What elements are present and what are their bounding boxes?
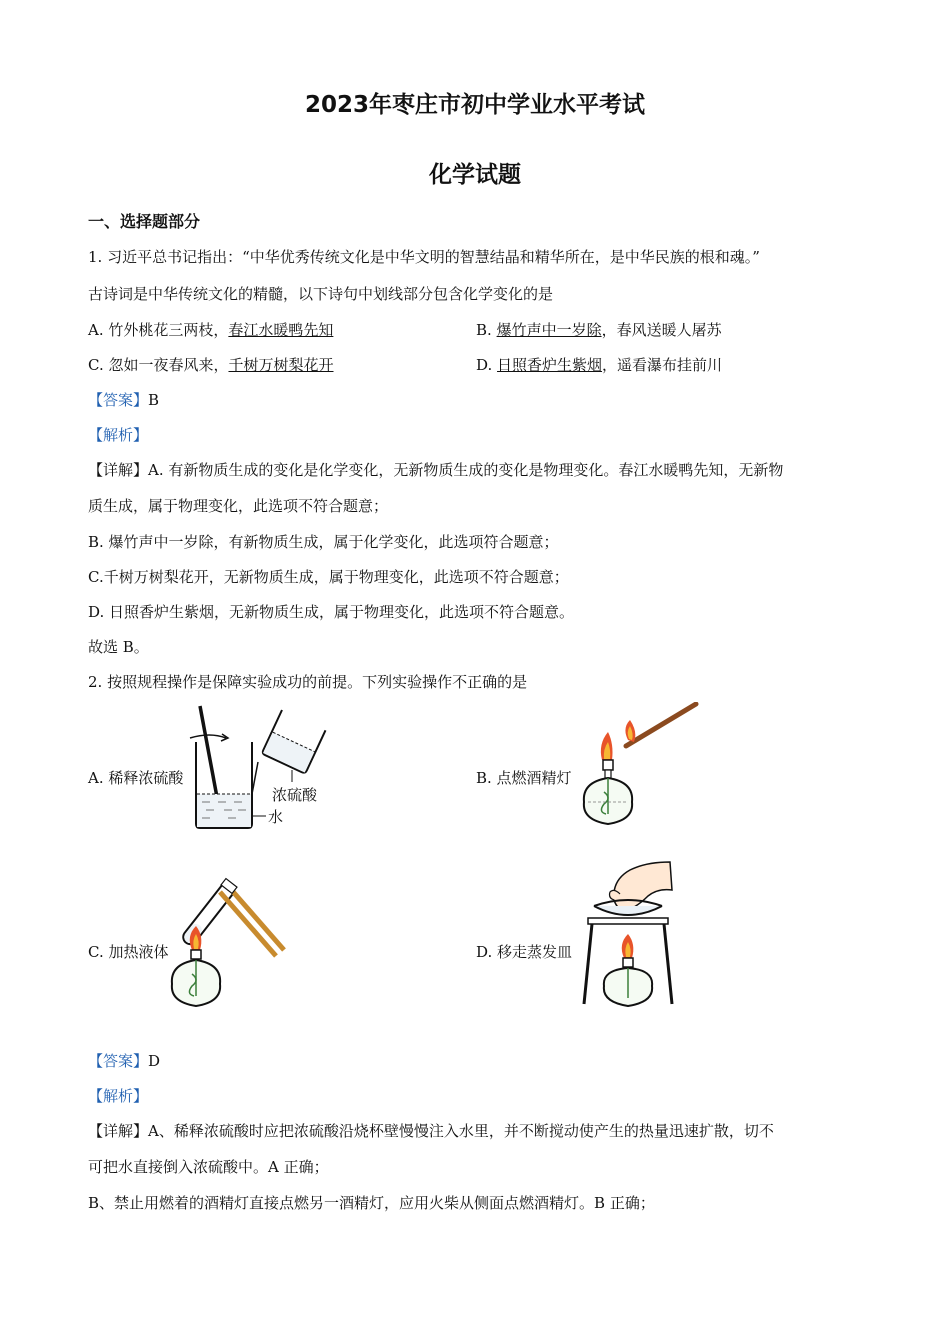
q1-option-a <box>88 320 333 340</box>
q1-detail-tag: 【详解】 <box>88 461 149 479</box>
q1-option-c <box>88 355 334 375</box>
q1-option-b-underlined: 爆竹声中一岁除 <box>496 321 602 339</box>
q1-detail-line5: D. 日照香炉生紫烟，无新物质生成，属于物理变化，此选项不符合题意。 <box>88 603 575 621</box>
q2-detail-tag: 【详解】 <box>88 1122 149 1140</box>
q1-detail-line3: B. 爆竹声中一岁除，有新物质生成，属于化学变化，此选项符合题意； <box>88 533 559 551</box>
tripod-leg <box>584 924 592 1004</box>
q1-option-c-text: C. 忽如一夜春风来， <box>88 356 229 374</box>
figure-heat-liquid <box>168 876 288 1010</box>
lit-lamp-handle <box>626 704 696 746</box>
q1-detail-line6: 故选 B。 <box>88 638 149 656</box>
q1-detail-line4: C.千树万树梨花开，无新物质生成，属于物理变化，此选项不符合题意； <box>88 568 569 586</box>
label-concentrated-acid: 浓硫酸 <box>272 786 318 804</box>
figure-move-dish <box>578 858 678 1008</box>
tube-holder <box>228 886 284 950</box>
q1-option-d-underlined: 日照香炉生紫烟 <box>497 356 603 374</box>
rotation-arrow <box>190 735 226 738</box>
q2-answer-value: D <box>148 1052 161 1070</box>
q2-option-c: C. 加热液体 <box>88 943 169 961</box>
q1-option-b <box>476 320 722 340</box>
q2-detail-line2: 可把水直接倒入浓硫酸中。A 正确； <box>88 1158 329 1176</box>
q2-option-b: B. 点燃酒精灯 <box>476 769 572 787</box>
exam-subtitle: 化学试题 <box>429 162 521 188</box>
q2-detail-line1 <box>88 1121 774 1141</box>
hand-icon <box>614 862 672 910</box>
q1-detail-text1: A. 有新物质生成的变化是化学变化，无新物质生成的变化是物理变化。春江水暖鸭先知，无新物 <box>148 461 784 479</box>
q2-option-d: D. 移走蒸发皿 <box>476 943 573 961</box>
q1-stem-line1: 1. 习近平总书记指出：“中华优秀传统文化是中华文明的智慧结晶和精华所在，是中华民族的根和魂。” <box>88 248 760 266</box>
q1-option-b-prefix: B. <box>476 321 497 339</box>
q1-detail-line1 <box>88 460 783 480</box>
figure-light-lamp <box>578 702 702 830</box>
tripod-ring <box>588 918 668 924</box>
q1-option-a-underlined: 春江水暖鸭先知 <box>228 321 334 339</box>
q2-analysis-tag: 【解析】 <box>88 1087 149 1105</box>
q1-option-b-suffix: ，春风送暖人屠苏 <box>601 321 722 339</box>
q2-detail-line3: B、禁止用燃着的酒精灯直接点燃另一酒精灯，应用火柴从侧面点燃酒精灯。B 正确； <box>88 1194 655 1212</box>
q2-detail-text1: A、稀释浓硫酸时应把浓硫酸沿烧杯壁慢慢注入水里，并不断搅动使产生的热量迅速扩散，切不 <box>148 1122 774 1140</box>
q1-answer-value: B <box>148 391 160 409</box>
q1-answer-tag: 【答案】 <box>88 391 149 409</box>
q1-option-c-underlined: 千树万树梨花开 <box>228 356 334 374</box>
q1-option-d-prefix: D. <box>476 356 498 374</box>
lamp-cap <box>603 760 613 770</box>
section-heading: 一、选择题部分 <box>88 212 201 231</box>
q1-option-d-suffix: ，遥看瀑布挂前川 <box>602 356 723 374</box>
q2-answer <box>88 1051 160 1071</box>
q2-option-a: A. 稀释浓硫酸 <box>88 769 184 787</box>
q1-stem-line2: 古诗词是中华传统文化的精髓，以下诗句中划线部分包含化学变化的是 <box>88 285 554 303</box>
q1-answer <box>88 390 159 410</box>
exam-title: 2023年枣庄市初中学业水平考试 <box>304 92 645 118</box>
q1-option-d <box>476 355 722 375</box>
q1-detail-line2: 质生成，属于物理变化，此选项不符合题意； <box>88 497 389 515</box>
q2-answer-tag: 【答案】 <box>88 1052 149 1070</box>
figure-dilute-acid <box>186 702 346 830</box>
q2-stem: 2. 按照规程操作是保障实验成功的前提。下列实验操作不正确的是 <box>88 673 528 691</box>
q1-option-a-text: A. 竹外桃花三两枝， <box>88 321 229 339</box>
q1-analysis-tag: 【解析】 <box>88 426 149 444</box>
label-water: 水 <box>268 808 284 826</box>
